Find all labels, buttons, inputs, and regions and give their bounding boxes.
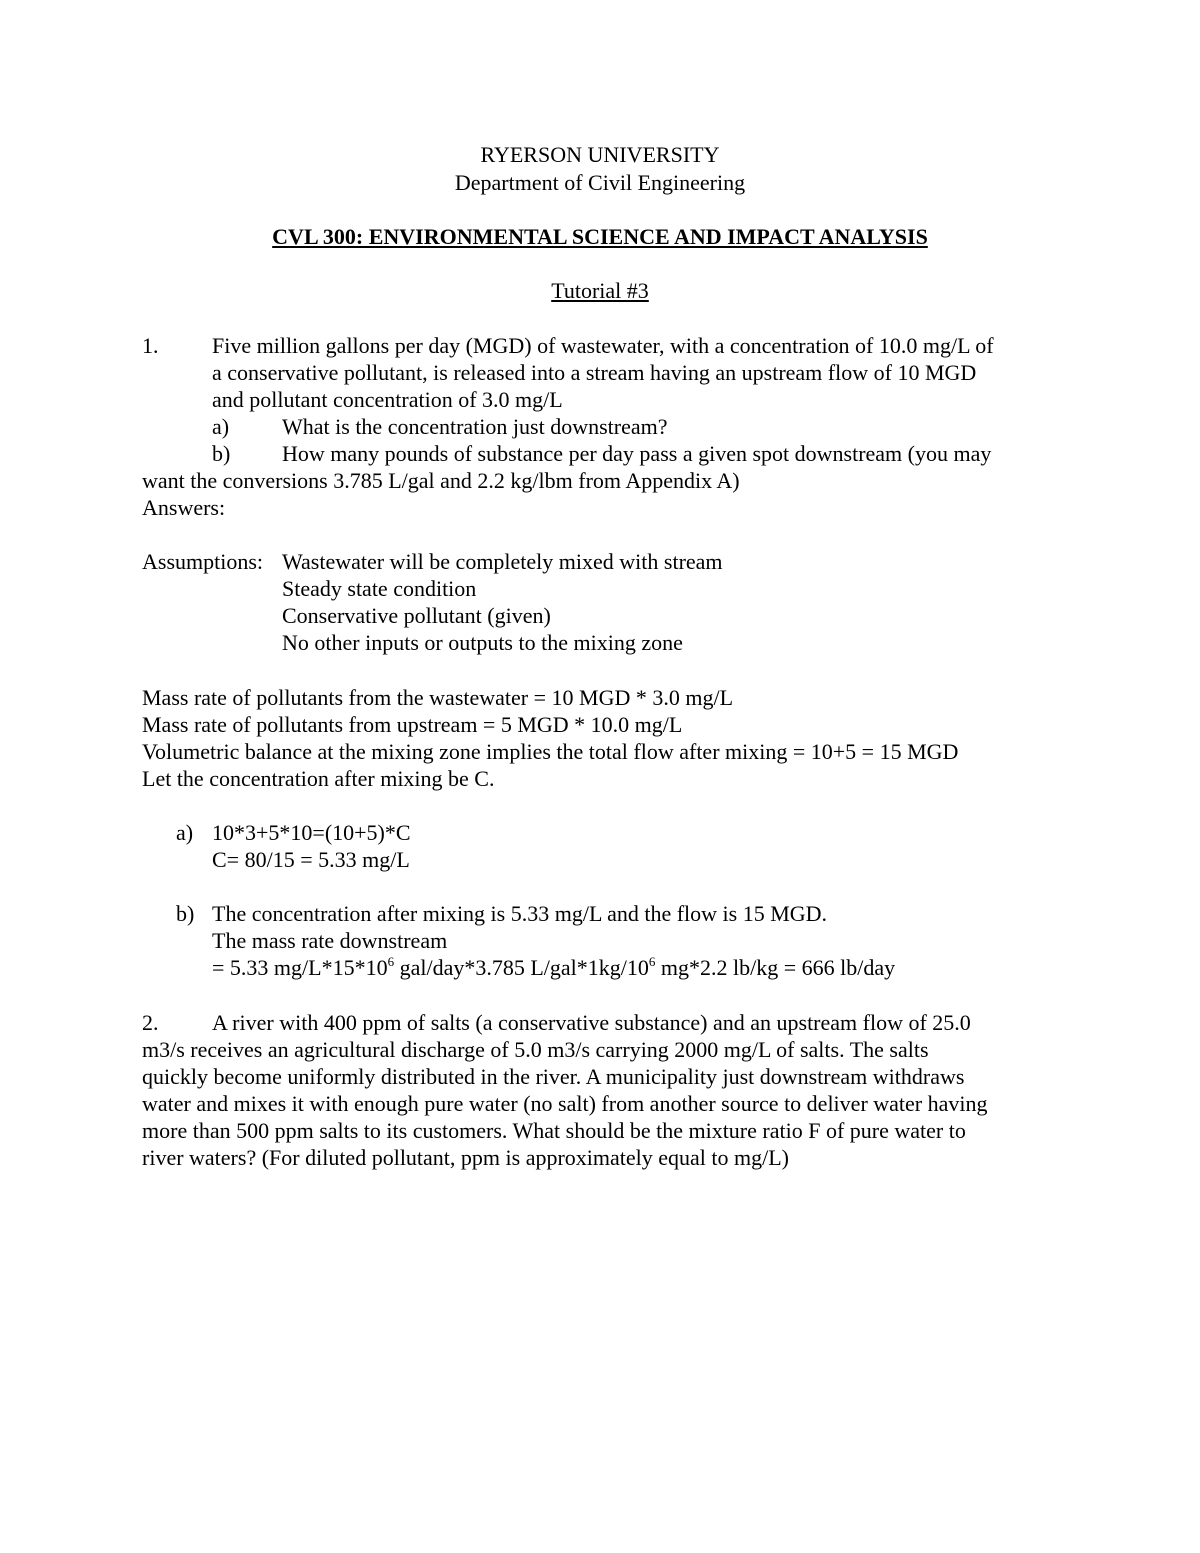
question-2-line: water and mixes it with enough pure water (no salt) from another source to deliver water having: [142, 1091, 988, 1116]
answer-a-result: C= 80/15 = 5.33 mg/L: [212, 847, 410, 872]
answer-a-label: a): [176, 820, 194, 845]
question-1b-label: b): [212, 441, 231, 466]
question-2-line: more than 500 ppm salts to its customers. What should be the mixture ratio F of pure water to: [142, 1118, 966, 1143]
mass-balance-line: Let the concentration after mixing be C.: [142, 766, 495, 791]
question-1a-label: a): [212, 414, 230, 439]
question-1b-continuation: want the conversions 3.785 L/gal and 2.2 kg/lbm from Appendix A): [142, 468, 740, 493]
question-2-number: 2.: [142, 1010, 159, 1035]
tutorial-title: Tutorial #3: [551, 278, 649, 303]
mass-balance-line: Mass rate of pollutants from upstream = 5 MGD * 10.0 mg/L: [142, 712, 683, 737]
answer-b-text: The concentration after mixing is 5.33 mg/L and the flow is 15 MGD.: [212, 901, 828, 926]
exponent: 6: [387, 954, 395, 969]
course-title: CVL 300: ENVIRONMENTAL SCIENCE AND IMPACT ANALYSIS: [272, 224, 928, 249]
assumption-item: Steady state condition: [282, 576, 477, 601]
assumptions-label: Assumptions:: [142, 549, 264, 574]
assumption-item: Wastewater will be completely mixed with stream: [282, 549, 723, 574]
equation-part: mg*2.2 lb/kg = 666 lb/day: [655, 955, 896, 980]
question-1-line: and pollutant concentration of 3.0 mg/L: [212, 387, 563, 412]
question-1a-text: What is the concentration just downstream?: [282, 414, 668, 439]
question-2-line: m3/s receives an agricultural discharge of 5.0 m3/s carrying 2000 mg/L of salts. The salts: [142, 1037, 929, 1062]
answer-b-equation: [212, 955, 895, 981]
answers-heading: Answers:: [142, 495, 226, 520]
assumption-item: Conservative pollutant (given): [282, 603, 551, 628]
question-1b-text: How many pounds of substance per day pass a given spot downstream (you may: [282, 441, 992, 466]
mass-balance-line: Volumetric balance at the mixing zone implies the total flow after mixing = 10+5 = 15 MGD: [142, 739, 959, 764]
assumption-item: No other inputs or outputs to the mixing zone: [282, 630, 683, 655]
mass-balance-line: Mass rate of pollutants from the wastewater = 10 MGD * 3.0 mg/L: [142, 685, 734, 710]
equation-part: = 5.33 mg/L*15*10: [212, 955, 388, 980]
question-2-line: river waters? (For diluted pollutant, ppm is approximately equal to mg/L): [142, 1145, 790, 1170]
question-1-line: Five million gallons per day (MGD) of wastewater, with a concentration of 10.0 mg/L of: [212, 333, 994, 358]
answer-a-equation: 10*3+5*10=(10+5)*C: [212, 820, 411, 845]
answer-b-label: b): [176, 901, 195, 926]
equation-part: gal/day*3.785 L/gal*1kg/10: [394, 955, 649, 980]
question-2-line: quickly become uniformly distributed in the river. A municipality just downstream withdraws: [142, 1064, 965, 1089]
question-1-number: 1.: [142, 333, 159, 358]
university-name: RYERSON UNIVERSITY: [480, 142, 720, 167]
question-1-line: a conservative pollutant, is released into a stream having an upstream flow of 10 MGD: [212, 360, 977, 385]
exponent: 6: [648, 954, 656, 969]
department-name: Department of Civil Engineering: [454, 170, 746, 195]
answer-b-text: The mass rate downstream: [212, 928, 448, 953]
question-2-line: A river with 400 ppm of salts (a conservative substance) and an upstream flow of 25.0: [212, 1010, 971, 1035]
